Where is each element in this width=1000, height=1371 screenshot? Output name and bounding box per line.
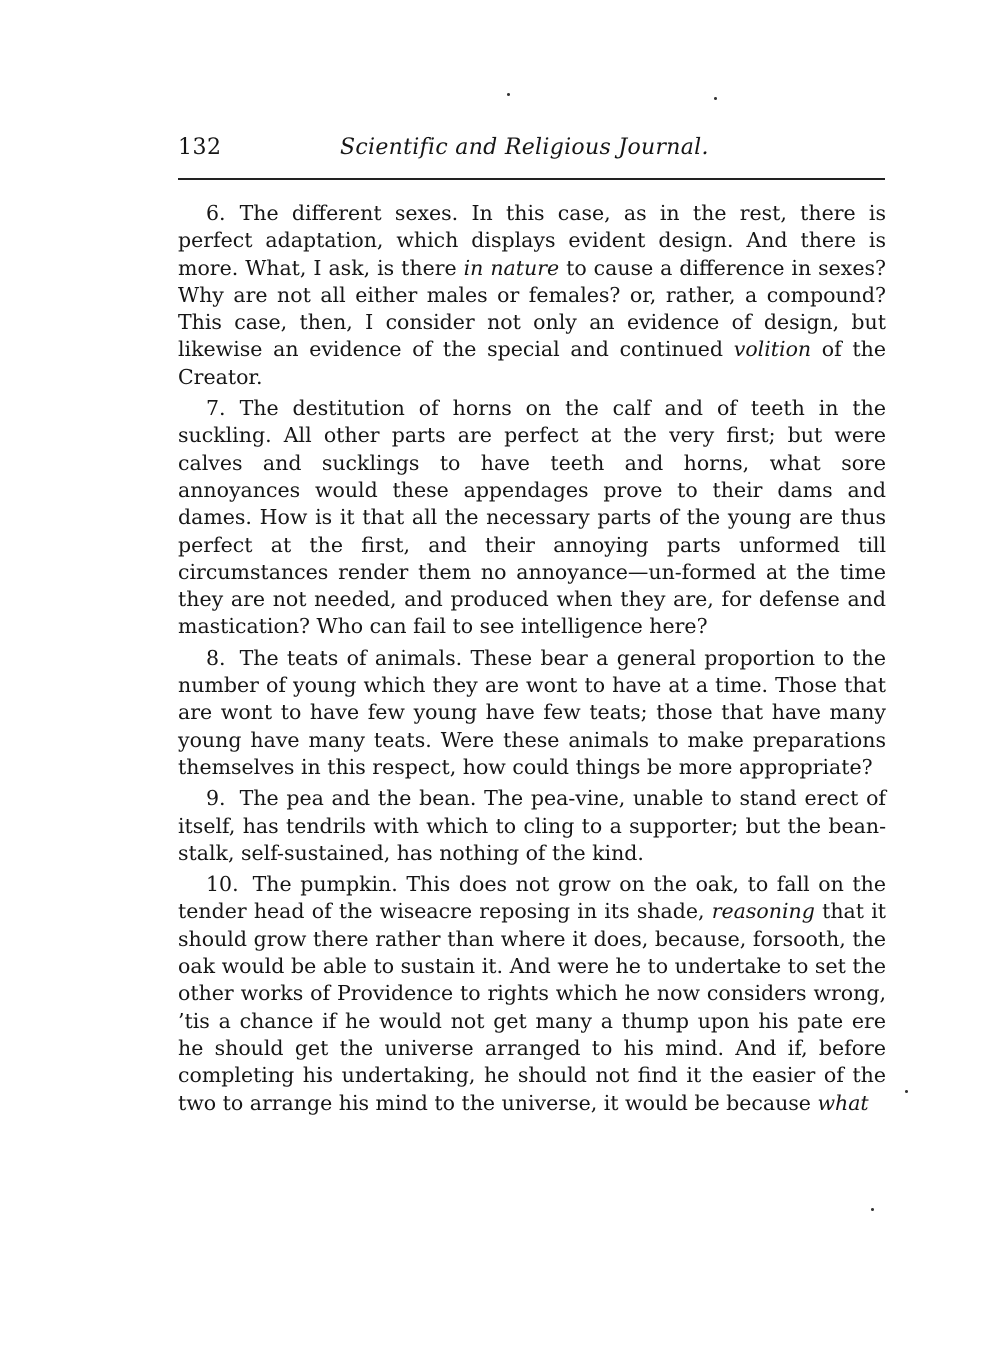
italic-segment: what: [817, 1090, 869, 1115]
text-segment: The pea and the bean. The pea-vine, unable to stand erect of itself, has tendrils with which to cling to a supporter; but the bean-stalk, self-sustained, has nothing of the kind.: [178, 786, 886, 865]
print-speck: [507, 93, 510, 96]
paragraph-10: [178, 871, 886, 1117]
page-header: [178, 135, 886, 165]
paragraph-number: 10.: [206, 872, 239, 897]
header-rule: [178, 178, 885, 180]
print-speck: [905, 1090, 908, 1093]
print-speck: [871, 1208, 874, 1211]
print-speck: [714, 97, 717, 100]
italic-segment: volition: [733, 337, 812, 362]
text-segment: The destitution of horns on the calf and of teeth in the suckling. All other parts are perfect at the very first; but were calves and sucklings to have teeth and horns, what sore annoyances would these appendages prove to their dams and dames. How is it that all the necessary parts of the young are thus perfect at the first, and their annoying parts unformed till circumstances render them no annoyance—un-formed at the time they are not needed, and produced when they are, for defense and mastication? Who can fail to see intelligence here?: [178, 396, 886, 639]
paragraph-number: 6.: [206, 201, 226, 225]
paragraph-7: [178, 395, 886, 641]
text-segment: that it should grow there rather than where it does, because, forsooth, the oak would be able to sustain it. And were he to undertake to set the other works of Providence to rights which he now considers wrong, ’tis a chance if he would not get many a thump upon his pate ere he should get the universe arranged to his mind. And if, before completing his undertaking, he should not find it the easier of the two to arrange his mind to the universe, it would be because: [178, 899, 886, 1115]
text-segment: of the Creator.: [178, 337, 886, 389]
paragraph-9: [178, 785, 886, 867]
paragraph-number: 9.: [206, 786, 226, 811]
text-segment: to cause a difference in sexes? Why are not all either males or females? or, rather, a compound? This case, then, I consider not only an evidence of design, but likewise an evidence of the special and continued: [178, 255, 887, 362]
italic-segment: reasoning: [711, 899, 815, 924]
paragraph-number: 7.: [206, 396, 226, 421]
paragraph-8: [178, 645, 886, 781]
body-text: [178, 200, 886, 1121]
text-segment: The different sexes. In this case, as in the rest, there is perfect adaptation, which displays evident design. And there is more. What, I ask, is there: [178, 201, 886, 280]
text-segment: The pumpkin. This does not grow on the oak, to fall on the tender head of the wiseacre reposing in its shade,: [178, 872, 886, 924]
running-title: Scientific and Religious Journal.: [340, 135, 709, 160]
text-segment: The teats of animals. These bear a general proportion to the number of young which they are wont to have at a time. Those that are wont to have few young have few teats; those that have many young have many teats. Were these animals to make preparations themselves in this respect, how could things be more appropriate?: [178, 645, 886, 779]
page-number: 132: [178, 135, 222, 160]
paragraph-6: [178, 200, 886, 391]
paragraph-number: 8.: [206, 645, 226, 670]
italic-segment: in nature: [463, 255, 560, 280]
